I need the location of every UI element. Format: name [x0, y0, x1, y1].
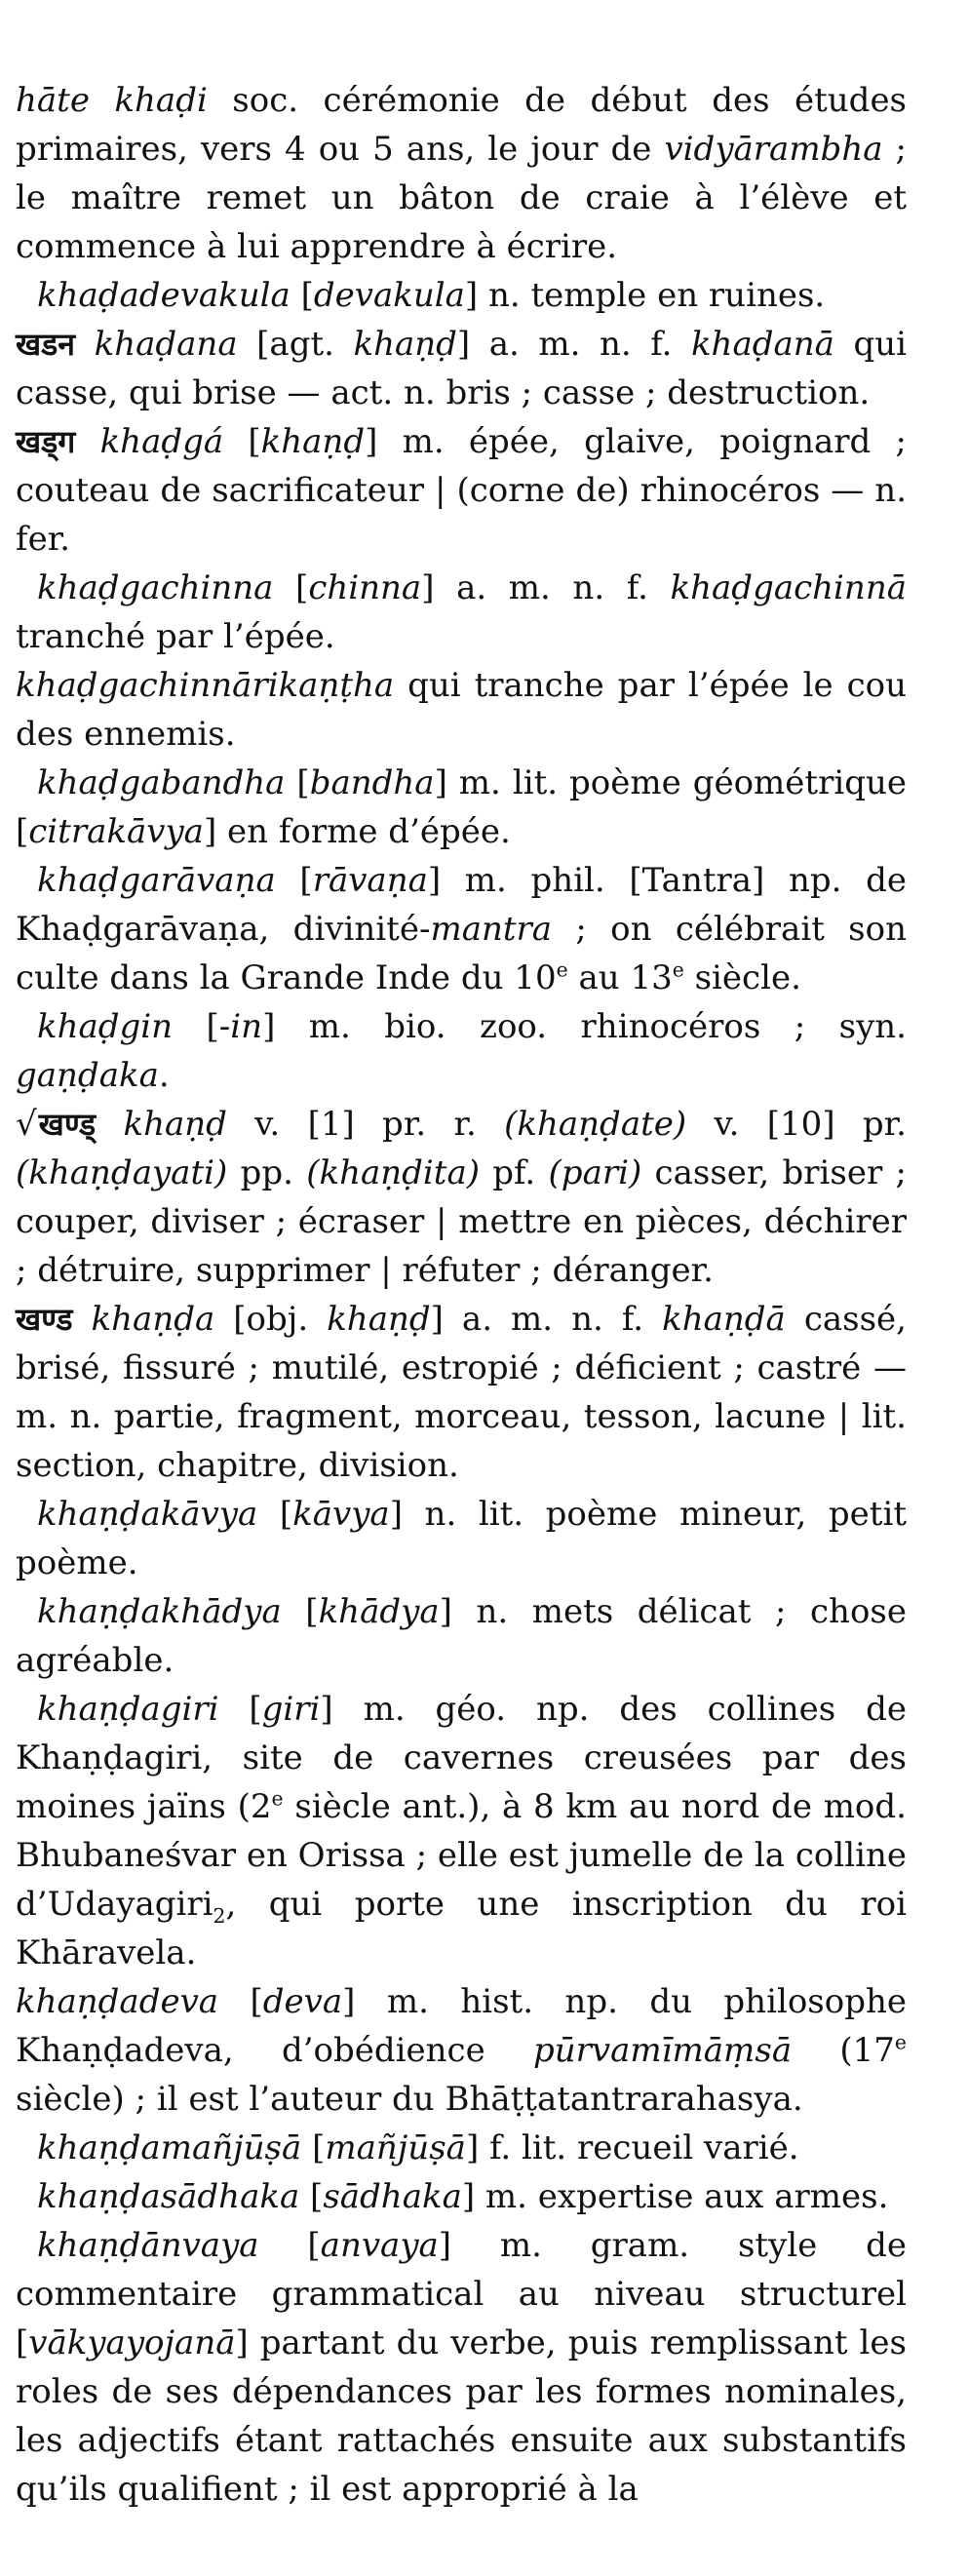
italic-term: mañjūṣā: [325, 2128, 466, 2167]
entry-text: [96, 1105, 123, 1144]
dictionary-entry: [16, 320, 907, 417]
italic-term: bandha: [309, 763, 435, 802]
entry-text: qui casse, qui brise — act. n. bris ; casse ; destruction.: [16, 325, 908, 412]
devanagari-headword: खण्ड: [16, 1301, 73, 1338]
sub-entry: [16, 271, 907, 320]
entry-text: ] m. lit. poème géométrique [: [16, 763, 907, 851]
italic-term: khaṇḍ: [327, 1300, 431, 1339]
entry-text: casser, briser ; couper, diviser ; écraser | mettre en pièces, déchirer ; détruire, supprimer | réfuter ; déranger.: [16, 1153, 907, 1290]
entry-text: qui tranche par l’épée le cou des ennemis.: [16, 666, 907, 754]
entry-text: siècle) ; il est l’auteur du Bhāṭṭatantrarahasya.: [16, 2080, 803, 2119]
italic-term: gaṇḍaka: [16, 1056, 159, 1095]
sub-entry: [16, 1002, 907, 1100]
entry-text: [: [301, 2128, 326, 2167]
entry-text: ] n. mets délicat ; chose agréable.: [16, 1592, 907, 1680]
italic-term: khaḍgarāvaṇa: [37, 861, 276, 900]
superscript: e: [672, 957, 684, 982]
italic-term: (khaṇḍate): [504, 1105, 687, 1144]
italic-term: khaḍgachinnārikaṇṭha: [16, 666, 395, 705]
italic-term: hāte khaḍi: [16, 81, 208, 120]
italic-term: vidyārambha: [664, 130, 883, 169]
entry-text: [: [281, 1592, 319, 1631]
italic-term: pūrvamīmāṃsā: [532, 2031, 793, 2070]
italic-term: khaṇḍakāvya: [37, 1495, 258, 1534]
entry-text: [75, 325, 95, 364]
entry-text: ] m. hist. np. du philosophe Khaṇḍadeva, d’obédience: [16, 1982, 907, 2070]
dictionary-entry: [16, 76, 907, 271]
italic-term: (khaṇḍita): [306, 1153, 480, 1192]
sub-entry: [16, 2124, 907, 2172]
italic-term: khaṇḍ: [353, 325, 457, 364]
entry-text: ] m. épée, glaive, poignard ; couteau de sacrificateur | (corne de) rhinocéros — n. fer.: [16, 422, 907, 559]
superscript: e: [271, 1786, 284, 1811]
entry-text: ] n. lit. poème mineur, petit poème.: [16, 1495, 907, 1582]
italic-term: khaṇḍadeva: [16, 1982, 219, 2021]
italic-term: (pari): [548, 1153, 642, 1192]
italic-term: khaṇḍ: [123, 1105, 227, 1144]
entry-text: [: [275, 861, 313, 900]
italic-term: chinna: [308, 568, 422, 607]
italic-term: devakula: [313, 276, 465, 315]
italic-term: khaḍgá: [99, 422, 224, 461]
entry-text: ] partant du verbe, puis remplissant les roles de ses dépendances par les formes nominales, les adjectifs étant rattachés ensuite aux substantifs qu’ils qualifient ; il est approprié à la: [16, 2323, 907, 2509]
entry-text: , qui porte une inscription du roi Khāravela.: [16, 1885, 907, 1972]
entry-text: v. [1] pr. r.: [226, 1105, 505, 1144]
italic-term: khaḍanā: [690, 325, 834, 364]
entry-text: ] m. bio. zoo. rhinocéros ; syn.: [262, 1007, 907, 1046]
entry-text: ] m. phil. [Tantra] np. de Khaḍgarāvaṇa, divinité-: [16, 861, 907, 949]
italic-term: giri: [261, 1690, 321, 1729]
italic-term: khādya: [318, 1592, 440, 1631]
entry-text: v. [10] pr.: [686, 1105, 907, 1144]
entry-text: pf.: [479, 1153, 549, 1192]
entry-text: [: [299, 2177, 324, 2216]
entry-text: [: [218, 1982, 263, 2021]
italic-term: khaṇḍānvaya: [37, 2226, 259, 2265]
devanagari-headword: खण्ड्: [38, 1106, 97, 1143]
italic-term: citrakāvya: [28, 812, 204, 851]
entry-text: [: [257, 1495, 293, 1534]
sub-entry: [16, 2172, 907, 2221]
entry-text: [: [258, 2226, 321, 2265]
sub-entry: [16, 564, 907, 661]
entry-text: tranché par l’épée.: [16, 617, 335, 656]
italic-term: (khaṇḍayati): [16, 1153, 228, 1192]
entry-text: [obj.: [214, 1300, 328, 1339]
entry-text: ] a. m. n. f.: [430, 1300, 663, 1339]
italic-term: khaṇḍā: [662, 1300, 786, 1339]
entry-text: ; le maître remet un bâton de craie à l’élève et commence à lui apprendre à écrire.: [16, 130, 908, 266]
entry-text: [73, 1300, 92, 1339]
entry-text: ] m. géo. np. des collines de Khaṇḍagiri, site de cavernes creusées par des moines jaïns (2: [16, 1690, 907, 1826]
superscript: e: [894, 2030, 907, 2054]
root-sign: √: [16, 1105, 37, 1144]
italic-term: kāvya: [292, 1495, 390, 1534]
entry-text: [: [173, 1007, 219, 1046]
italic-term: khaṇḍa: [91, 1300, 215, 1339]
italic-term: khaḍgachinna: [37, 568, 274, 607]
sub-entry: [16, 856, 907, 1002]
devanagari-headword: खड्ग: [16, 423, 76, 460]
italic-term: khaḍgabandha: [37, 763, 286, 802]
italic-term: khaḍana: [94, 325, 238, 364]
entry-text: siècle.: [683, 958, 801, 997]
italic-term: anvaya: [320, 2226, 439, 2265]
italic-term: khaṇḍasādhaka: [37, 2177, 300, 2216]
italic-term: vākyayojanā: [28, 2323, 236, 2362]
entry-text: ] m. gram. style de commentaire grammatical au niveau structurel [: [16, 2226, 907, 2362]
italic-term: khaḍgin: [37, 1007, 174, 1046]
italic-term: khaṇḍ: [260, 422, 366, 461]
entry-text: siècle ant.), à 8 km au nord de mod. Bhubaneśvar en Orissa ; elle est jumelle de la colline d’Udayagiri: [16, 1787, 907, 1924]
italic-term: khaṇḍamañjūṣā: [37, 2128, 302, 2167]
entry-text: [: [290, 276, 314, 315]
entry-text: [: [285, 763, 310, 802]
italic-term: khaṇḍagiri: [37, 1690, 219, 1729]
sub-entry: [16, 1490, 907, 1587]
italic-term: khaṇḍakhādya: [37, 1592, 282, 1631]
devanagari-headword: खडन: [16, 326, 76, 363]
entry-text: soc. cérémonie de début des études primaires, vers 4 ou 5 ans, le jour de: [16, 81, 908, 169]
italic-term: rāvaṇa: [312, 861, 428, 900]
sub-entry: [16, 1587, 907, 1685]
sub-entry: [16, 759, 907, 856]
entry-text: pp.: [227, 1153, 307, 1192]
entry-text: ; on célébrait son culte dans la Grande Inde du 10: [16, 910, 908, 997]
entry-text: [: [218, 1690, 262, 1729]
entry-text: au 13: [567, 958, 673, 997]
entry-text: cassé, brisé, fissuré ; mutilé, estropié ; déficient ; castré — m. n. partie, fragment, morceau, tesson, lacune | lit. section, chapitre, division.: [16, 1300, 907, 1485]
entry-text: ] n. temple en ruines.: [464, 276, 826, 315]
superscript: e: [556, 957, 568, 982]
subscript: 2: [213, 1903, 226, 1928]
entry-text: ] f. lit. recueil varié.: [465, 2128, 799, 2167]
italic-term: sādhaka: [323, 2177, 462, 2216]
entry-text: ] en forme d’épée.: [203, 812, 511, 851]
sub-entry: [16, 2221, 907, 2514]
italic-term: mantra: [430, 910, 553, 949]
entry-text: ] a. m. n. f.: [421, 568, 671, 607]
sub-entry: [16, 1685, 907, 1977]
entry-text: [: [223, 422, 261, 461]
dictionary-entry: [16, 661, 907, 759]
dictionary-entry: [16, 1977, 907, 2124]
italic-term: -in: [218, 1007, 263, 1046]
dictionary-entry: [16, 417, 907, 564]
entry-text: .: [158, 1056, 170, 1095]
entry-text: (17: [792, 2031, 895, 2070]
entry-text: ] a. m. n. f.: [456, 325, 691, 364]
entry-text: ] m. expertise aux armes.: [461, 2177, 889, 2216]
italic-term: khaḍadevakula: [37, 276, 291, 315]
italic-term: khaḍgachinnā: [670, 568, 907, 607]
entry-text: [agt.: [237, 325, 354, 364]
dictionary-entry: [16, 1100, 907, 1295]
italic-term: deva: [262, 1982, 343, 2021]
dictionary-entry: [16, 1295, 907, 1490]
entry-text: [: [273, 568, 309, 607]
entry-text: [75, 422, 99, 461]
